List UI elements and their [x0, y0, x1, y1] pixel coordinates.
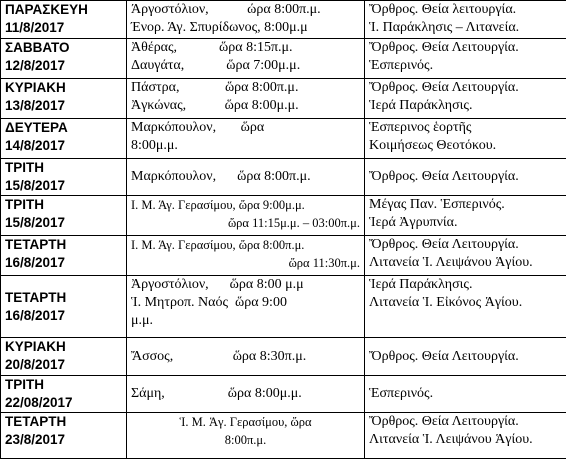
day-name: ΚΥΡΙΑΚΗ [5, 79, 122, 97]
location-line: Ἀθέρας, ὥρα 8:15π.μ. [131, 39, 360, 57]
day-date: 12/8/2017 [5, 57, 122, 75]
table-row [1, 119, 566, 159]
table-row [1, 338, 566, 376]
location-line: Μαρκόπουλον, ὥρα 8:00π.μ. [131, 168, 360, 186]
table-row [1, 236, 566, 276]
service-line: Ἱερά Παράκλησις. [369, 97, 562, 115]
location-cell [127, 196, 365, 236]
service-cell [365, 1, 566, 39]
table-row [1, 159, 566, 196]
day-name: ΤΕΤΑΡΤΗ [5, 413, 122, 431]
day-date: 11/8/2017 [5, 19, 122, 37]
day-cell [1, 1, 127, 39]
table-row [1, 39, 566, 79]
location-cell [127, 276, 365, 338]
table-row [1, 79, 566, 119]
day-cell [1, 413, 127, 459]
service-cell [365, 376, 566, 413]
day-cell [1, 338, 127, 376]
table-row [1, 276, 566, 338]
service-line: Ὄρθρος. Θεία Λειτουργία. [369, 413, 562, 431]
day-cell [1, 119, 127, 159]
service-line: Ἱερά Ἀγρυπνία. [369, 214, 562, 232]
day-date: 22/08/2017 [5, 394, 122, 412]
day-cell [1, 159, 127, 196]
location-line: Δαυγάτα, ὥρα 7:00μ.μ. [131, 57, 360, 75]
service-cell [365, 276, 566, 338]
location-line: Ἄσσος, ὥρα 8:30π.μ. [131, 348, 360, 366]
service-cell [365, 236, 566, 276]
location-line: 8:00π.μ. [131, 431, 360, 449]
location-cell [127, 39, 365, 79]
service-line: Ὄρθρος. Θεία Λειτουργία. [369, 39, 562, 57]
service-line: Λιτανεία Ἱ. Εἰκόνος Ἁγίου. [369, 294, 562, 312]
location-line: Ἀγκώνας, ὥρα 8:00μ.μ. [131, 97, 360, 115]
day-cell [1, 39, 127, 79]
day-date: 15/8/2017 [5, 214, 122, 232]
day-cell [1, 196, 127, 236]
service-line: Ἑσπερινος ἑορτῆς [369, 119, 562, 137]
location-cell [127, 159, 365, 196]
day-name: ΔΕΥΤΕΡΑ [5, 119, 122, 137]
table-row [1, 376, 566, 413]
service-cell [365, 119, 566, 159]
location-cell [127, 376, 365, 413]
location-line: 8:00μ.μ. [131, 137, 360, 155]
day-cell [1, 79, 127, 119]
location-line: ὥρα 11:30π.μ. [131, 254, 360, 272]
day-name: ΤΕΤΑΡΤΗ [5, 289, 122, 307]
day-date: 20/8/2017 [5, 356, 122, 374]
service-line: Κοιμήσεως Θεοτόκου. [369, 137, 562, 155]
table-row [1, 1, 566, 39]
location-line: Ι. Μ. Άγ. Γερασίμου, ὥρα 9:00μ.μ. [131, 196, 360, 214]
service-cell [365, 196, 566, 236]
day-name: ΤΕΤΑΡΤΗ [5, 236, 122, 254]
service-line: Ὄρθρος. Θεία Λειτουργία. [369, 348, 562, 366]
location-line: Ἀργοστόλιον, ὥρα 8:00 μ.μ [131, 276, 360, 294]
location-line: Ι. Μ. Άγ. Γερασίμου, ὥρα 8:00π.μ. [131, 236, 360, 254]
day-name: ΣΑΒΒΑΤΟ [5, 39, 122, 57]
service-cell [365, 159, 566, 196]
day-name: ΤΡΙΤΗ [5, 196, 122, 214]
location-cell [127, 338, 365, 376]
service-line: Λιτανεία Ἱ. Λειψάνου Ἁγίου. [369, 254, 562, 272]
location-cell [127, 119, 365, 159]
day-cell [1, 236, 127, 276]
service-line: Ἱερά Παράκλησις. [369, 276, 562, 294]
day-name: ΤΡΙΤΗ [5, 376, 122, 394]
location-line: Άργοστόλιον, ώρα 8:00π.μ. [131, 1, 360, 19]
day-name: ΤΡΙΤΗ [5, 159, 122, 177]
day-date: 13/8/2017 [5, 97, 122, 115]
service-line: Ἑσπερινός. [369, 385, 562, 403]
day-name: ΚΥΡΙΑΚΗ [5, 338, 122, 356]
location-line: μ.μ. [131, 312, 360, 330]
service-cell [365, 338, 566, 376]
day-date: 16/8/2017 [5, 307, 122, 325]
day-cell [1, 376, 127, 413]
service-line: Ὄρθρος. Θεία λειτουργία. [369, 1, 562, 19]
service-line: Μέγας Παν. Ἑσπερινός. [369, 196, 562, 214]
day-date: 15/8/2017 [5, 177, 122, 195]
location-cell [127, 413, 365, 459]
location-line: ὥρα 11:15μ.μ. – 03:00π.μ. [131, 214, 360, 232]
location-line: Σάμη, ὥρα 8:00μ.μ. [131, 385, 360, 403]
day-date: 14/8/2017 [5, 137, 122, 155]
service-cell [365, 79, 566, 119]
day-cell [1, 276, 127, 338]
location-line: Ἱ. Μητροπ. Ναός ὥρα 9:00 [131, 294, 360, 312]
location-line: Ἱ. Μ. Ἁγ. Γερασίμου, ὥρα [131, 413, 360, 431]
day-name: ΠΑΡΑΣΚΕΥΗ [5, 1, 122, 19]
location-line: Ένορ. Άγ. Σπυρίδωνος, 8:00μ.μ [131, 19, 360, 37]
location-cell [127, 79, 365, 119]
day-date: 16/8/2017 [5, 254, 122, 272]
location-line: Μαρκόπουλον, ὥρα [131, 119, 360, 137]
service-line: Ἑσπερινός. [369, 57, 562, 75]
service-line: Ὄρθρος. Θεία Λειτουργία. [369, 168, 562, 186]
table-row [1, 196, 566, 236]
service-line: Ὄρθρος. Θεία Λειτουργία. [369, 236, 562, 254]
location-line: Πάστρα, ὥρα 8:00π.μ. [131, 79, 360, 97]
location-cell [127, 1, 365, 39]
service-line: Ἱ. Παράκλησις – Λιτανεία. [369, 19, 562, 37]
service-line: Λιτανεία Ἱ. Λειψάνου Ἁγίου. [369, 431, 562, 449]
service-cell [365, 413, 566, 459]
service-line: Ὄρθρος. Θεία Λειτουργία. [369, 79, 562, 97]
location-cell [127, 236, 365, 276]
day-date: 23/8/2017 [5, 431, 122, 449]
table-row [1, 413, 566, 459]
service-cell [365, 39, 566, 79]
